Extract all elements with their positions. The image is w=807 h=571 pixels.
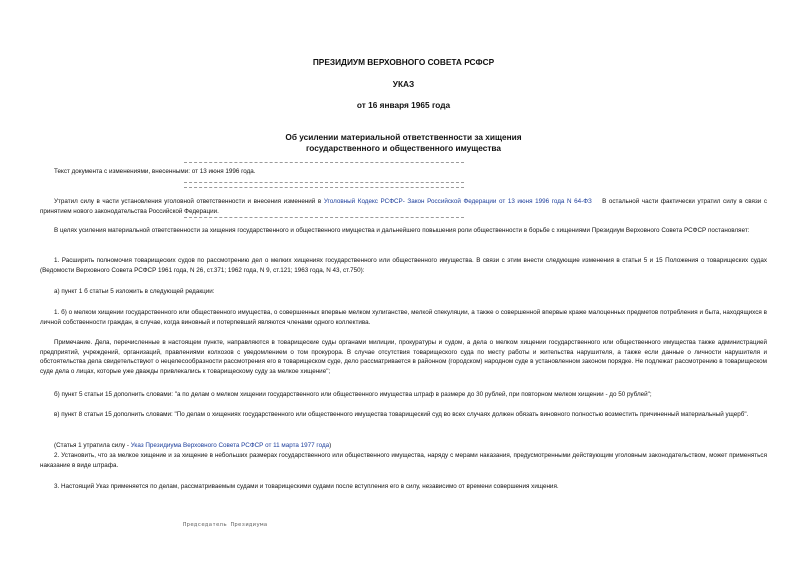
doc-title-line2: государственного и общественного имущества [305, 143, 502, 153]
article-1-text: 1. Расширить полномочия товарищеских судов по рассмотрению дел о мелких хищениях государственного или общественного имущества. В связи с этим внести следующие изменения в статьи 5 и 15 Положения о товарищеских судах (Ведомости Верховного Совета РСФСР 1961 года, N 26, ст.371; 1962 года, N 9, ст.121; 1963 года, N 43, ст.750): [40, 257, 767, 274]
article-1-v [40, 410, 767, 420]
article-1-b [40, 390, 767, 400]
issuer-heading: ПРЕЗИДИУМ ВЕРХОВНОГО СОВЕТА РСФСР [312, 57, 495, 67]
article-1-b-text: б) пункт 5 статьи 15 дополнить словами: "а по делам о мелком хищении государственного или общественного имущества штраф в размере до 30 рублей, при повторном мелком хищении - до 50 рублей"; [54, 391, 652, 398]
repeal-note-close: ) [329, 442, 332, 449]
clause-1b [40, 308, 767, 327]
clause-1b-text: 1. б) о мелком хищении государственного или общественного имущества, о совершенных впервые мелком хулиганстве, мелкой спекуляции, а также о совершенной впервые краже малоценных предметов потребления и быта, находящихся в личной собственности граждан, в случае, когда виновный и потерпевший являются членами одного коллектива. [40, 309, 767, 326]
separator-line [184, 187, 464, 188]
criminal-code-link[interactable]: Уголовный Кодекс РСФСР- Закон Российской Федерации от 13 июня 1996 года N 64-ФЗ [323, 198, 592, 205]
doc-title-line1: Об усилении материальной ответственности за хищения [285, 132, 522, 142]
status-note [40, 197, 767, 216]
separator-line [184, 217, 464, 218]
repeal-decree-link[interactable]: Указ Президиума Верховного Совета РСФСР от 11 марта 1977 года [130, 442, 330, 449]
repeal-note [40, 441, 767, 451]
note-paragraph [40, 338, 767, 376]
doc-type-heading: УКАЗ [392, 79, 415, 89]
note-text: Примечание. Дела, перечисленные в настоящем пункте, направляются в товарищеские суды органами милиции, прокуратуры и судом, а дела о мелком хищении государственного или общественного имущества также администрацией предприятий, учреждений, организаций, правлениями колхозов с уведомлением о том прокурора. В случае отсутствия товарищеского суда по месту работы и жительства нарушителя, а также если данные о личности нарушителя и обстоятельства дела свидетельствуют о нецелесообразности рассмотрения его в товарищеском суде, дело рассматривается в районном (городском) народном суде в установленном законом порядке. Не подлежат рассмотрению в товарищеском суде дела о лицах, которые уже дважды привлекались к товарищескому суду за мелкое хищение"; [40, 339, 767, 375]
article-1-a [40, 287, 767, 297]
preamble-text: В целях усиления материальной ответственности за хищения государственного и общественного имущества и дальнейшего повышения роли общественности в борьбе с хищениями Президиум Верховного Совета РСФСР постановляет: [54, 227, 750, 234]
status-note-text: Утратил силу в части установления уголовной ответственности и внесения изменений в [54, 198, 324, 205]
doc-date: от 16 января 1965 года [356, 100, 451, 110]
separator-line [184, 162, 464, 163]
repeal-note-text: (Статья 1 утратила силу - [54, 442, 131, 449]
article-1 [40, 256, 767, 275]
article-2 [40, 451, 767, 470]
article-1-a-text: а) пункт 1 б статьи 5 изложить в следующей редакции: [54, 288, 215, 295]
revision-note [40, 167, 767, 177]
article-1-v-text: в) пункт 8 статьи 15 дополнить словами: "По делам о хищениях государственного или общественного имущества товарищеский суд во всех случаях должен обязать виновного полностью возместить причиненный материальный ущерб". [54, 411, 749, 418]
article-3 [40, 482, 767, 492]
separator-line [184, 182, 464, 183]
article-3-text: 3. Настоящий Указ применяется по делам, рассматриваемым судами и товарищескими судами после вступления его в силу, независимо от времени совершения хищения. [54, 483, 559, 490]
article-2-text: 2. Установить, что за мелкое хищение и за хищение в небольших размерах государственного или общественного имущества, наряду с мерами наказания, предусмотренными действующим уголовным законодательством, может применяться наказание в виде штрафа. [40, 452, 767, 469]
preamble [40, 226, 767, 236]
signature-line: Председатель Президиума [183, 522, 268, 528]
status-note-text-2: В остальной части фактически утратил силу в связи с принятием нового законодательства Российской Федерации. [40, 198, 768, 215]
revision-note-text: Текст документа с изменениями, внесенными: от 13 июня 1996 года. [54, 168, 256, 175]
